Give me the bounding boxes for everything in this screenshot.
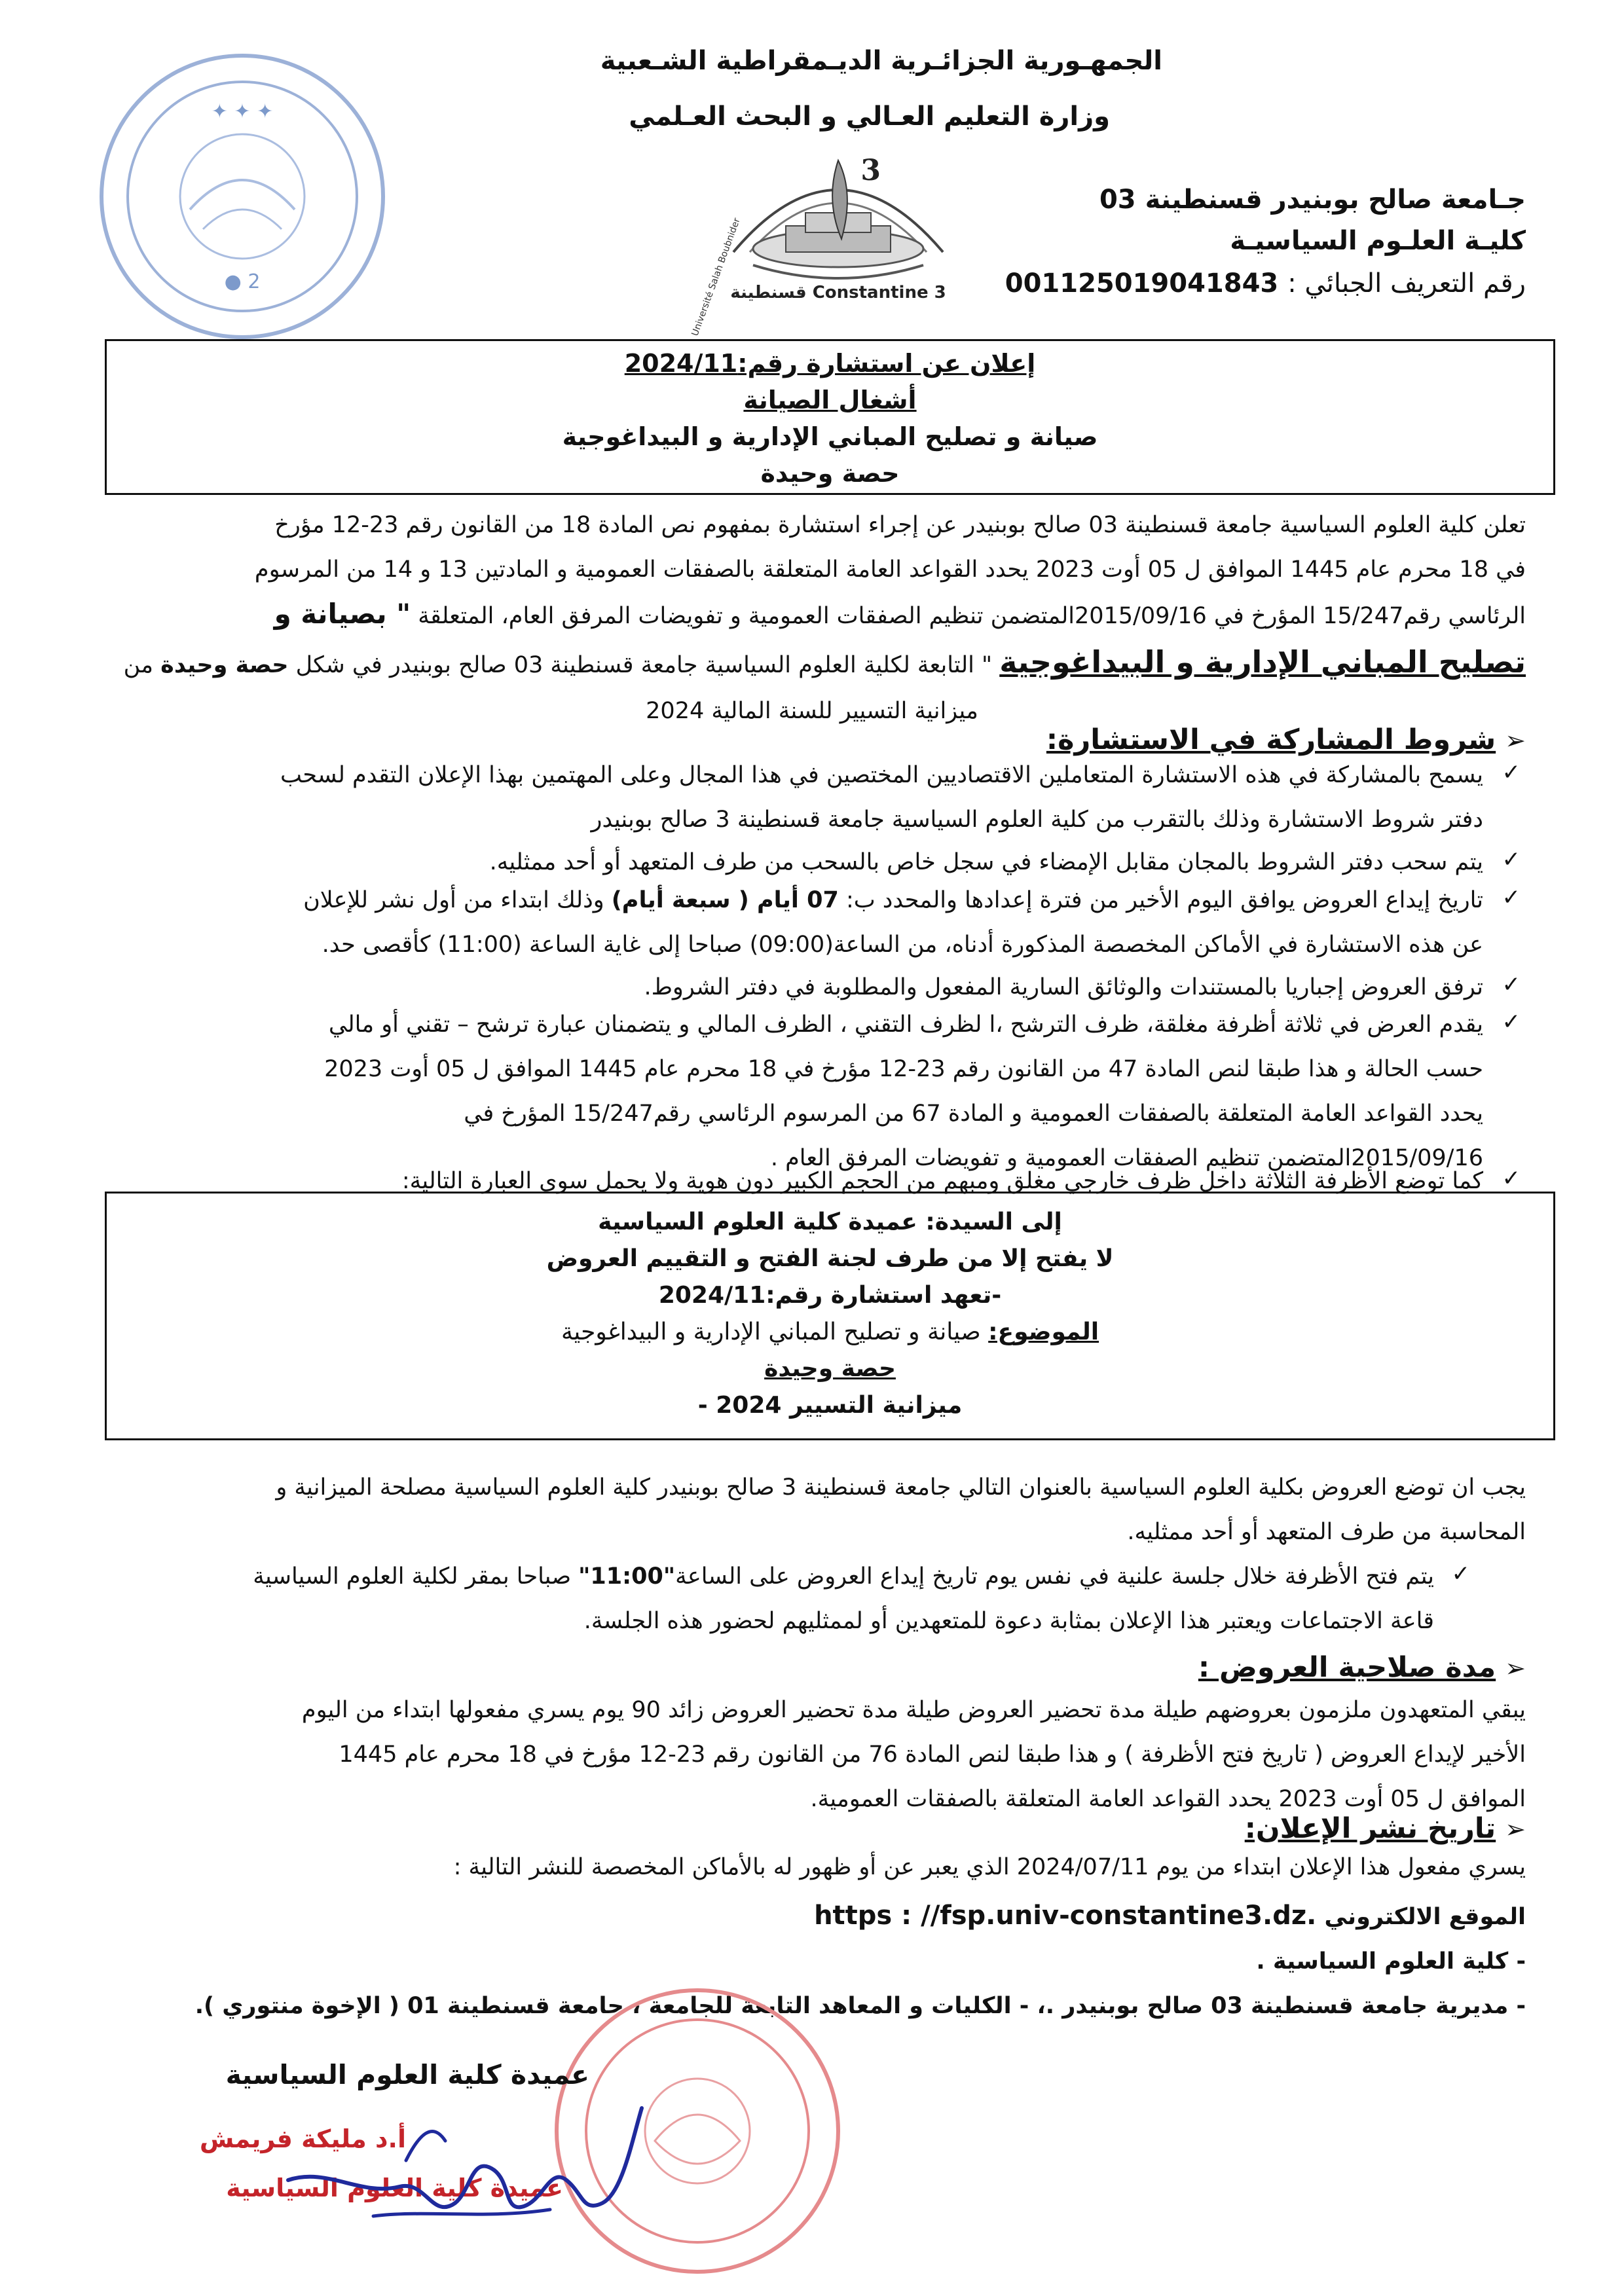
condition-5-line-4: 2015/09/16المتضمن تنظيم الصفقات العمومية و تفويضات المرفق العام .: [770, 1145, 1483, 1171]
deposit-line-2: المحاسبة من طرف المتعهد أو أحد ممثليه.: [1127, 1519, 1526, 1545]
website-label: الموقع الالكتروني: [1316, 1904, 1526, 1930]
check-icon: ✓: [1502, 1009, 1521, 1035]
intro-line-3-text: الرئاسي رقم15/247 المؤرخ في 2015/09/16المتضمن تنظيم الصفقات العمومية و تفويضات المرفق العام، المتعلقة: [411, 603, 1526, 629]
logo-caption: Constantine 3 قسنطينة: [730, 283, 946, 302]
arrow-bullet-icon: ➢: [1505, 1815, 1526, 1844]
condition-3-line-1: [95, 878, 1483, 922]
condition-item-6: كما توضع الأظرفة الثلاثة داخل ظرف خارجي مغلق ومبهم من الحجم الكبير دون هوية ولا يحمل سوى العبارة التالية:: [401, 1168, 1483, 1194]
envelope-notice: لا يفتح إلا من طرف لجنة الفتح و التقييم العروض: [546, 1245, 1114, 1272]
check-icon: ✓: [1502, 847, 1521, 873]
envelope-lot: حصة وحيدة: [764, 1355, 896, 1382]
opening-line-2: قاعة الاجتماعات ويعتبر هذا الإعلان بمثابة دعوة للمتعهدين أو لممثليهم لحضور هذه الجلسة.: [583, 1608, 1434, 1634]
publication-place-1: - كلية العلوم السياسية .: [1256, 1948, 1526, 1975]
condition-3-line-2: عن هذه الاستشارة في الأماكن المخصصة المذكورة أدناه، من الساعة(09:00) صباحا إلى غاية الساعة (11:00) كأقصى حد.: [322, 932, 1483, 958]
announcement-lot: حصة وحيدة: [760, 459, 900, 488]
intro-lot-emphasis: حصة وحيدة: [160, 652, 289, 678]
republic-title: الجمهـورية الجزائـرية الديـمقراطية الشـعبية: [600, 46, 1162, 76]
validity-paragraph: [92, 1688, 1526, 1821]
section-publication-label: تاريخ نشر الإعلان:: [1244, 1812, 1496, 1845]
envelope-budget: ميزانية التسيير 2024 -: [697, 1392, 963, 1419]
validity-line-3: الموافق ل 05 أوت 2023 يحدد القواعد العامة المتعلقة بالصفقات العمومية.: [810, 1786, 1526, 1812]
section-publication-title: [1245, 1812, 1526, 1845]
envelope-subject-label: الموضوع:: [988, 1319, 1099, 1345]
intro-line-4-end: من: [123, 652, 161, 678]
section-validity-label: مدة صلاحية العروض :: [1198, 1651, 1496, 1684]
condition-3-text-a: تاريخ إيداع العروض يوافق اليوم الأخير من فترة إعدادها والمحدد ب:: [838, 887, 1483, 913]
publication-place-2: - مديرية جامعة قسنطينة 03 صالح بوبنيدر .، - الكليات و المعاهد التابعة للجامعة ، جامعة قسنطينة 01 ( الإخوة منتوري ).: [194, 1993, 1526, 2019]
envelope-subject: [107, 1314, 1553, 1351]
intro-paragraph: [98, 503, 1526, 733]
section-participation-label: شروط المشاركة في الاستشارة:: [1046, 723, 1496, 756]
condition-item-1: [95, 753, 1483, 842]
check-icon: ✓: [1502, 884, 1521, 911]
validity-line-1: يبقي المتعهدون ملزمون بعروضهم طيلة مدة تحضير العروض طيلة مدة تحضير العروض زائد 90 يوم يسري مفعولها ابتداء من اليوم: [301, 1697, 1526, 1723]
condition-1-line-1: يسمح بالمشاركة في هذه الاستشارة المتعاملين الاقتصاديين المختصين في هذا المجال وعلى المهتمين بهذا الإعلان التقدم لسحب: [280, 762, 1483, 788]
logo-arc-text: Université Salah Boubnider: [690, 216, 743, 338]
logo-number: 3: [860, 154, 881, 187]
website-url: https : //fsp.univ-constantine3.dz.: [814, 1901, 1317, 1931]
envelope-recipient: إلى السيدة: عميدة كلية العلوم السياسية: [598, 1209, 1062, 1235]
condition-item-5: [95, 1002, 1483, 1180]
intro-line-4-text: " التابعة لكلية العلوم السياسية جامعة قسنطينة 03 صالح بوبنيدر في شكل: [288, 652, 1000, 678]
ministry-title: وزارة التعليم العـالي و البحث العـلمي: [629, 101, 1110, 132]
arrow-bullet-icon: ➢: [1505, 726, 1526, 755]
check-icon: ✓: [1502, 759, 1521, 786]
envelope-consultation-number: -تعهد استشارة رقم:2024/11: [658, 1282, 1002, 1309]
intro-line-2: في 18 محرم عام 1445 الموافق ل 05 أوت 2023 يحدد القواعد العامة المتعلقة بالصفقات العمومية و المادتين 13 و 14 من المرسوم: [254, 556, 1526, 583]
condition-5-line-2: حسب الحالة و هذا طبقا لنص المادة 47 من القانون رقم 23-12 مؤرخ في 18 محرم عام 1445 الموافق ل 05 أوت 2023: [324, 1056, 1483, 1082]
tax-id-label: رقم التعريف الجبائي :: [1287, 268, 1526, 299]
condition-item-4: ترفق العروض إجباريا بالمستندات والوثائق السارية المفعول والمطلوبة في دفتر الشروط.: [644, 974, 1483, 1000]
university-name: جـامعة صالح بوبنيدر قسنطينة 03: [1099, 185, 1526, 215]
section-validity-title: [1198, 1651, 1526, 1684]
opening-time: "11:00": [578, 1563, 676, 1590]
announcement-subject: صيانة و تصليح المباني الإدارية و البيداغوجية: [562, 422, 1098, 451]
faculty-name: كليـة العلـوم السياسيـة: [1230, 226, 1526, 256]
envelope-label-box: [105, 1192, 1555, 1440]
condition-1-line-2: دفتر شروط الاستشارة وذلك بالتقرب من كلية العلوم السياسية جامعة قسنطينة 3 صالح بوبنيدر: [591, 807, 1483, 833]
tax-id-value: 001125019041843: [1005, 268, 1279, 299]
condition-3-days: 07 أيام ( سبعة أيام): [611, 887, 839, 913]
publication-website-line: [92, 1893, 1526, 1939]
intro-line-3-bold: " بصيانة و: [274, 598, 411, 630]
opening-session-item: [92, 1554, 1434, 1643]
deposit-line-1: يجب ان توضع العروض بكلية العلوم السياسية بالعنوان التالي جامعة قسنطينة 3 صالح بوبنيدر كلية العلوم السياسية مصلحة الميزانية و: [276, 1474, 1526, 1501]
handwritten-signature: [275, 2082, 655, 2239]
condition-5-line-3: يحدد القواعد العامة المتعلقة بالصفقات العمومية و المادة 67 من المرسوم الرئاسي رقم15/247 المؤرخ في: [464, 1101, 1483, 1127]
signature-stamp-name: أ.د مليكة فريمش: [199, 2124, 406, 2153]
condition-3-text-c: وذلك ابتداء من أول نشر للإعلان: [303, 887, 612, 913]
intro-line-3: [98, 592, 1526, 638]
opening-line-1: [92, 1554, 1434, 1599]
opening-text-c: صباحا بمقر لكلية العلوم السياسية: [253, 1563, 579, 1590]
opening-text-a: يتم فتح الأظرفة خلال جلسة علنية في نفس يوم تاريخ إيداع العروض على الساعة: [675, 1563, 1434, 1590]
publication-line-1: يسري مفعول هذا الإعلان ابتداء من يوم 2024/07/11 الذي يعبر عن أو ظهور له بالأماكن المخصصة للنشر التالية :: [453, 1854, 1526, 1880]
tax-id-line: [871, 268, 1526, 299]
condition-item-2: يتم سحب دفتر الشروط بالمجان مقابل الإمضاء في سجل خاص بالسحب من طرف المتعهد أو أحد ممثليه.: [489, 849, 1483, 875]
arrow-bullet-icon: ➢: [1505, 1654, 1526, 1683]
intro-line-4: [98, 638, 1526, 689]
intro-line-5: ميزانية التسيير للسنة المالية 2024: [646, 698, 978, 724]
validity-line-2: الأخير لإيداع العروض ( تاريخ فتح الأظرفة ) و هذا طبقا لنص المادة 76 من القانون رقم 23-12 مؤرخ في 18 محرم عام 1445: [339, 1741, 1526, 1768]
deposit-paragraph: [92, 1465, 1526, 1554]
envelope-subject-value: صيانة و تصليح المباني الإدارية و البيداغوجية: [561, 1319, 989, 1345]
svg-text:✦ ✦ ✦: ✦ ✦ ✦: [211, 100, 274, 123]
announcement-category: أشغال الصيانة: [743, 386, 917, 414]
check-icon: ✓: [1502, 1165, 1521, 1192]
condition-5-line-1: يقدم العرض في ثلاثة أظرفة مغلقة، ظرف الترشح ،ا لظرف التقني ، الظرف المالي و يتضمنان عبارة ترشح – تقني أو مالي: [328, 1011, 1483, 1038]
faculty-stamp-blue: [85, 39, 399, 354]
intro-line-1: تعلن كلية العلوم السياسية جامعة قسنطينة 03 صالح بوبنيدر عن إجراء استشارة بمفهوم نص المادة 18 من القانون رقم 23-12 مؤرخ: [274, 512, 1526, 538]
announcement-number: إعلان عن استشارة رقم:2024/11: [624, 349, 1036, 378]
intro-subject-emphasis: تصليح المباني الإدارية و البيداغوجية: [999, 644, 1526, 680]
signature-title: عميدة كلية العلوم السياسية: [225, 2059, 589, 2090]
announcement-title-box: [105, 339, 1555, 495]
svg-text:2 ●: 2 ●: [224, 270, 261, 293]
signature-stamp-title: عميدة كلية العلوم السياسية: [226, 2174, 563, 2202]
condition-item-3: [95, 878, 1483, 967]
check-icon: ✓: [1502, 972, 1521, 998]
section-participation-title: [1046, 723, 1526, 756]
check-icon: ✓: [1451, 1561, 1470, 1587]
